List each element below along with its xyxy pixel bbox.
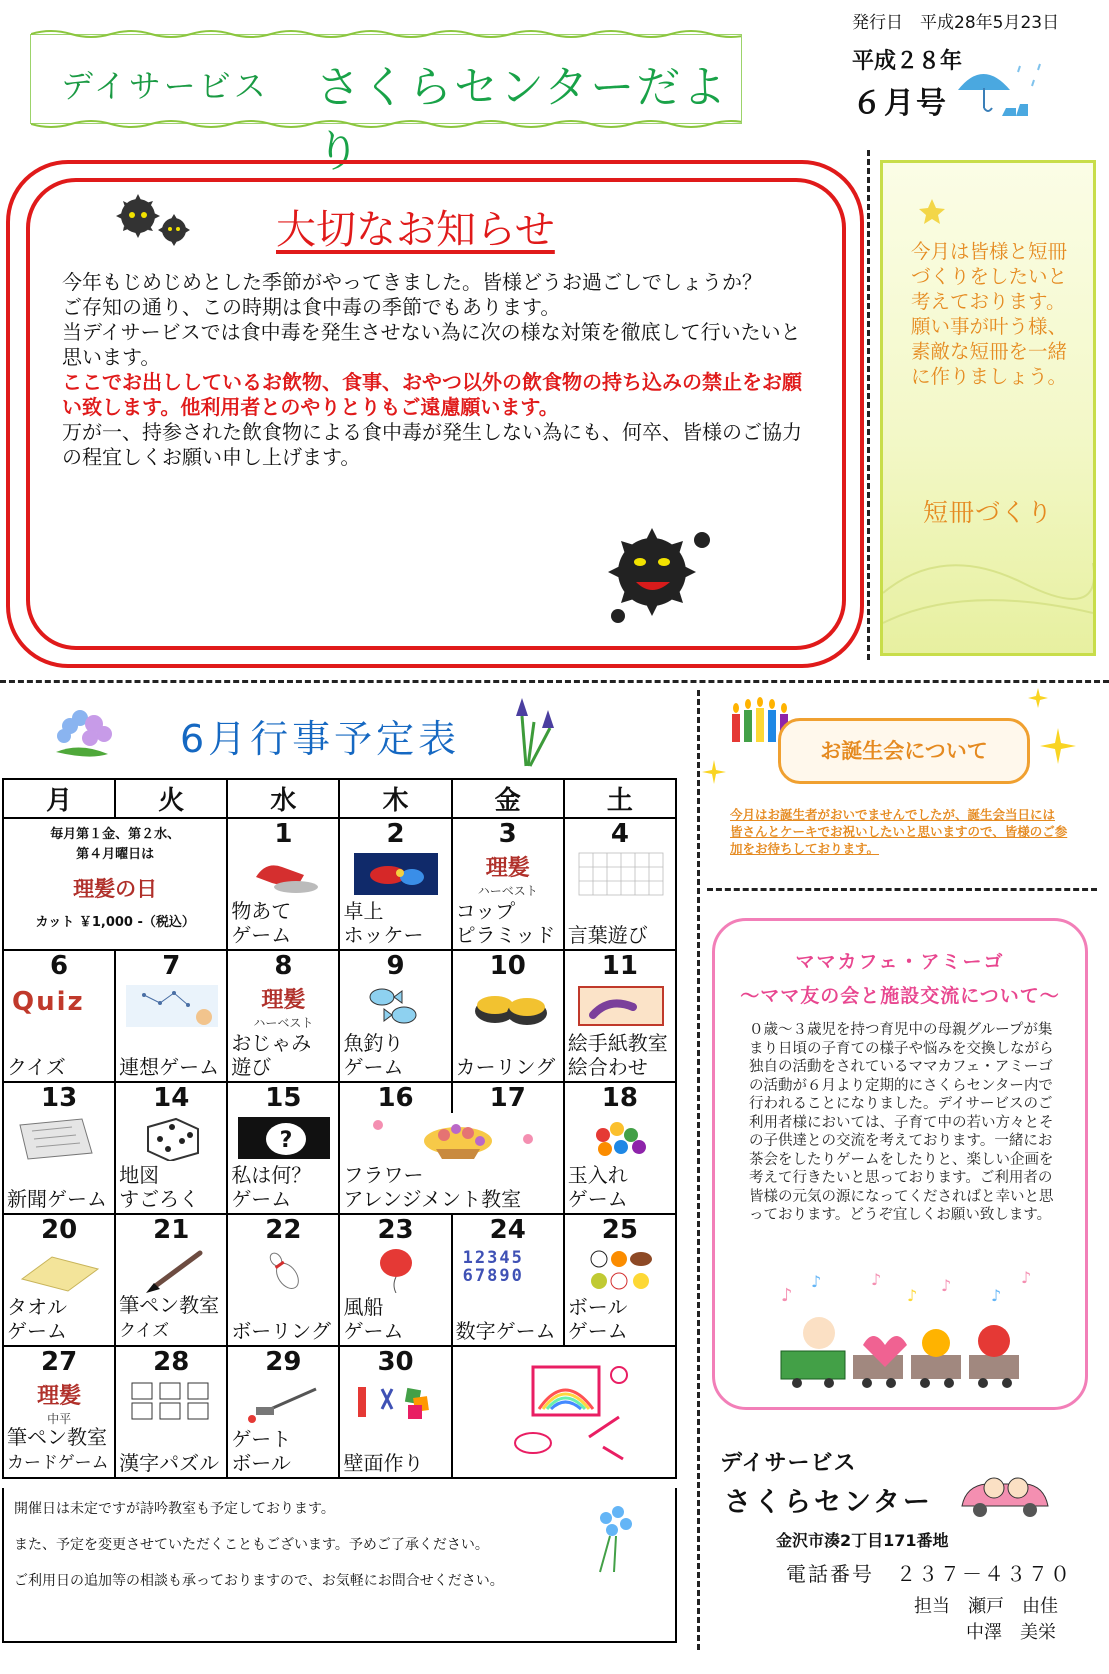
tanzaku-text: 今月は皆様と短冊づくりをしたいと考えております。願い事が叶う様、素敵な短冊を一緒に作りましょう。	[911, 240, 1068, 388]
svg-text:♪: ♪	[781, 1285, 793, 1306]
star-icon	[917, 197, 947, 227]
day-number: 14	[115, 1082, 227, 1113]
event-label: 壁面作り	[343, 1451, 424, 1475]
day-number: 22	[227, 1214, 339, 1245]
day-number: 21	[115, 1214, 227, 1245]
event-label: 卓上 ホッケー	[343, 899, 424, 947]
barber-price: カット ￥1,000 -（税込）	[35, 915, 195, 930]
day-cell	[227, 1245, 339, 1346]
gateball-icon	[236, 1379, 332, 1425]
balls-icon	[573, 1247, 669, 1293]
event-label: 玉入れ ゲーム	[567, 1163, 628, 1211]
weekday-header: 土	[564, 779, 676, 818]
divider	[0, 680, 1109, 683]
footer-staff: 中澤 美栄	[966, 1622, 1056, 1643]
day-cell	[452, 981, 564, 1082]
event-label: 私は何？ ゲーム	[231, 1163, 312, 1211]
day-number: 20	[3, 1214, 115, 1245]
day-cell	[115, 1245, 227, 1346]
day-cell	[339, 981, 451, 1082]
craft-supplies-icon	[348, 1379, 444, 1425]
hill-decoration	[883, 533, 1093, 653]
newspaper-icon	[12, 1115, 108, 1161]
weekday-header: 月	[3, 779, 115, 818]
day-number: 8	[227, 950, 339, 981]
day-number: 6	[3, 950, 115, 981]
balloon-icon	[348, 1247, 444, 1293]
birthday-title: お誕生会について	[778, 718, 1030, 784]
barber-note-line: 毎月第１金、第２水、	[50, 827, 181, 842]
air-hockey-icon	[348, 851, 444, 897]
day-number: 25	[564, 1214, 676, 1245]
tanzaku-panel	[880, 160, 1096, 656]
event-label: ボール ゲーム	[567, 1295, 628, 1343]
service-label: デイサービス	[61, 67, 269, 105]
day-cell	[115, 981, 227, 1082]
divider	[697, 690, 700, 1650]
notice-title: 大切なお知らせ	[276, 207, 555, 253]
event-label: コップ ピラミッド	[455, 899, 556, 947]
schedule-calendar	[2, 778, 677, 1479]
day-cell	[227, 1377, 339, 1478]
germ-big-icon	[600, 520, 720, 630]
day-number: 3	[452, 818, 564, 849]
event-label: 物あて ゲーム	[231, 899, 292, 947]
svg-text:♪: ♪	[991, 1286, 1002, 1305]
event-label: クイズ	[7, 1055, 66, 1079]
art-supplies-icon	[493, 1357, 643, 1473]
hydrangea-icon	[50, 702, 130, 762]
event-label: カーリング	[455, 1055, 556, 1079]
day-number: 24	[452, 1214, 564, 1245]
haircut-shop: ハーベスト	[477, 884, 538, 898]
event-label: 風船 ゲーム	[343, 1295, 404, 1343]
svg-text:?: ?	[279, 1128, 293, 1153]
quiz-word: Quiz	[12, 987, 85, 1017]
day-cell	[339, 1113, 563, 1214]
day-cell	[227, 849, 339, 950]
fish-icon	[348, 983, 444, 1029]
barber-note	[3, 818, 227, 950]
day-cell	[339, 1377, 451, 1478]
sparkle-icon	[702, 760, 726, 784]
bean-bag-icon	[573, 1115, 669, 1161]
day-cell	[3, 1245, 115, 1346]
event-label: フラワー アレンジメント教室	[343, 1163, 522, 1211]
kanji-puzzle-icon	[124, 1379, 220, 1425]
svg-text:♪: ♪	[811, 1272, 822, 1291]
event-label: ボーリング	[231, 1319, 331, 1343]
day-cell	[227, 1113, 339, 1214]
day-cell	[339, 849, 451, 950]
barber-day: 理髪の日	[73, 877, 158, 901]
footer-staff: 担当 瀬戸 由佳	[914, 1596, 1058, 1617]
event-label: タオル ゲーム	[7, 1295, 67, 1343]
day-number: 27	[3, 1346, 115, 1377]
event-label: 言葉遊び	[567, 923, 648, 947]
footer-name: さくらセンター	[724, 1487, 933, 1518]
schedule-title: 6月行事予定表	[180, 717, 461, 761]
event-label: ゲート ボール	[231, 1427, 292, 1475]
day-number: 2	[339, 818, 451, 849]
iris-icon	[498, 688, 568, 768]
brush-pen-icon	[124, 1247, 220, 1293]
day-cell	[564, 1113, 676, 1214]
notice-paragraph: 当デイサービスでは食中毒を発生させない為に次の様な対策を徹底して行いたいと思います。	[62, 320, 801, 369]
haircut-shop: ハーベスト	[253, 1016, 314, 1030]
schedule-notes	[2, 1488, 677, 1643]
day-cell	[452, 1245, 564, 1346]
event-label: 漢字パズル	[119, 1451, 220, 1475]
curling-stone-icon	[461, 983, 557, 1029]
schedule-note: また、予定を変更させていただくこともございます。予めご了承ください。	[14, 1537, 489, 1553]
weekday-header: 木	[339, 779, 451, 818]
day-cell	[3, 1113, 115, 1214]
svg-text:♪: ♪	[941, 1276, 952, 1295]
towel-icon	[12, 1247, 108, 1293]
art-illustration-cell	[452, 1346, 676, 1478]
haircut-label: 理髪	[485, 856, 530, 881]
weekday-header: 水	[227, 779, 339, 818]
digits-row: 12345	[462, 1248, 524, 1268]
cafe-subtitle: ～ママ友の会と施設交流について～	[740, 985, 1060, 1007]
day-cell	[3, 1377, 115, 1478]
day-number: 1	[227, 818, 339, 849]
event-label: 地図 すごろく	[119, 1163, 200, 1211]
notice-body	[62, 270, 802, 470]
birthday-text: 今月はお誕生者がおいでませんでしたが、誕生会当日には 皆さんとケーキでお祝いしたいと思いますので、皆様のご参加をお待ちしております。	[730, 807, 1068, 856]
weekday-header: 金	[452, 779, 564, 818]
day-number: 16	[339, 1082, 451, 1113]
day-number: 13	[3, 1082, 115, 1113]
svg-text:♪: ♪	[871, 1270, 882, 1289]
day-cell	[339, 1245, 451, 1346]
schedule-note: ご利用日の追加等の相談も承っておりますので、お気軽にお問合せください。	[14, 1573, 504, 1589]
day-cell	[452, 849, 564, 950]
word-grid-icon	[573, 851, 669, 897]
sparkle-icon	[1040, 728, 1076, 764]
title-banner	[30, 34, 742, 177]
event-label: 数字ゲーム	[455, 1319, 556, 1343]
flower-bouquet-icon	[586, 1502, 646, 1582]
dice-icon	[124, 1115, 220, 1161]
car-couple-icon	[956, 1468, 1056, 1522]
day-number: 11	[564, 950, 676, 981]
day-cell	[564, 981, 676, 1082]
digits-row: 67890	[462, 1266, 524, 1286]
barber-note-line: 第４月曜日は	[76, 847, 155, 862]
tanzaku-caption: 短冊づくり	[923, 498, 1054, 527]
notice-warning: ここでお出ししているお飲物、食事、おやつ以外の飲食物の持ち込みの禁止をお願い致します。他利用者とのやりとりもご遠慮願います。	[62, 370, 802, 419]
day-number: 15	[227, 1082, 339, 1113]
germ-icon	[108, 188, 198, 258]
schedule-note: 開催日は未定ですが詩吟教室も予定しております。	[14, 1501, 335, 1517]
day-cell	[3, 981, 115, 1082]
day-number: 18	[564, 1082, 676, 1113]
notice-paragraph: ご存知の通り、この時期は食中毒の季節でもあります。	[62, 295, 561, 319]
svg-text:♪: ♪	[1021, 1268, 1032, 1287]
haircut-label: 理髪	[37, 1384, 82, 1409]
divider	[867, 150, 870, 660]
day-number: 23	[339, 1214, 451, 1245]
day-number: 7	[115, 950, 227, 981]
mama-cafe-panel	[712, 918, 1088, 1410]
svg-text:♪: ♪	[907, 1286, 918, 1305]
footer-address: 金沢市湊2丁目171番地	[776, 1531, 949, 1550]
era-year: 平成２８年	[852, 49, 963, 74]
day-number: 28	[115, 1346, 227, 1377]
cafe-title: ママカフェ・アミーゴ	[795, 951, 1005, 973]
event-label: 新聞ゲーム	[7, 1187, 107, 1211]
event-label: 連想ゲーム	[119, 1055, 220, 1079]
umbrella-rain-icon	[948, 58, 1048, 118]
event-label: 絵手紙教室 絵合わせ	[567, 1031, 668, 1079]
day-number: 30	[339, 1346, 451, 1377]
divider	[707, 888, 1097, 891]
day-number: 17	[452, 1082, 564, 1113]
day-cell	[115, 1377, 227, 1478]
day-number: 10	[452, 950, 564, 981]
event-label: おじゃみ 遊び	[231, 1031, 312, 1079]
sparkle-icon	[1028, 688, 1048, 708]
month-issue: ６月号	[852, 86, 948, 121]
event-label: 筆ペン教室 カードゲーム	[7, 1425, 109, 1473]
footer-tel: 電話番号 ２３７－４３７０	[786, 1562, 1072, 1586]
weekday-header: 火	[115, 779, 227, 818]
cafe-body: ０歳～３歳児を持つ育児中の母親グループが集まり日頃の子育ての様子や悩みを交換しながら独自の活動をされているママカフェ・アミーゴの活動が６月より定期的にさくらセンター内で行われることになりました。デイサービスのご利用者様においては、子育て中の若い方々とその子供達との交流を考えております。一緒にお茶会をしたりゲームをしたりと、楽しい企画を考えて行きたいと思っております。ご利用者の皆様の元気の源になってくださればと幸いと思っております。どうぞ宜しくお願い致します。	[749, 1022, 1054, 1223]
day-cell	[115, 1113, 227, 1214]
flower-arrangement-icon	[348, 1115, 548, 1161]
notice-closing: 万が一、持参された飲食物による食中毒が発生しない為にも、何卒、皆様のご協力の程宜しくお願い申し上げます。	[62, 420, 802, 469]
bowling-pin-icon	[236, 1247, 332, 1293]
day-number: 4	[564, 818, 676, 849]
issue-date: 発行日 平成28年5月23日	[852, 13, 1060, 33]
day-cell	[564, 1245, 676, 1346]
question-head-icon	[236, 1115, 332, 1161]
event-label: 魚釣り ゲーム	[343, 1031, 404, 1079]
haircut-shop: 中平	[47, 1412, 72, 1426]
toy-train-icon	[771, 1261, 1051, 1391]
footer-service: デイサービス	[720, 1451, 857, 1476]
day-cell	[227, 981, 339, 1082]
vine-decoration	[31, 28, 741, 40]
constellation-icon	[124, 983, 220, 1029]
day-number: 29	[227, 1346, 339, 1377]
day-number: 9	[339, 950, 451, 981]
postcard-icon	[573, 983, 669, 1029]
newsletter-title: さくらセンターだより	[316, 62, 729, 177]
cup-target-icon	[236, 851, 332, 897]
notice-paragraph: 今年もじめじめとした季節がやってきました。皆様どうお過ごしでしょうか？	[62, 270, 762, 294]
day-cell	[564, 849, 676, 950]
haircut-label: 理髪	[261, 988, 306, 1013]
event-label: 筆ペン教室 クイズ	[119, 1293, 220, 1341]
